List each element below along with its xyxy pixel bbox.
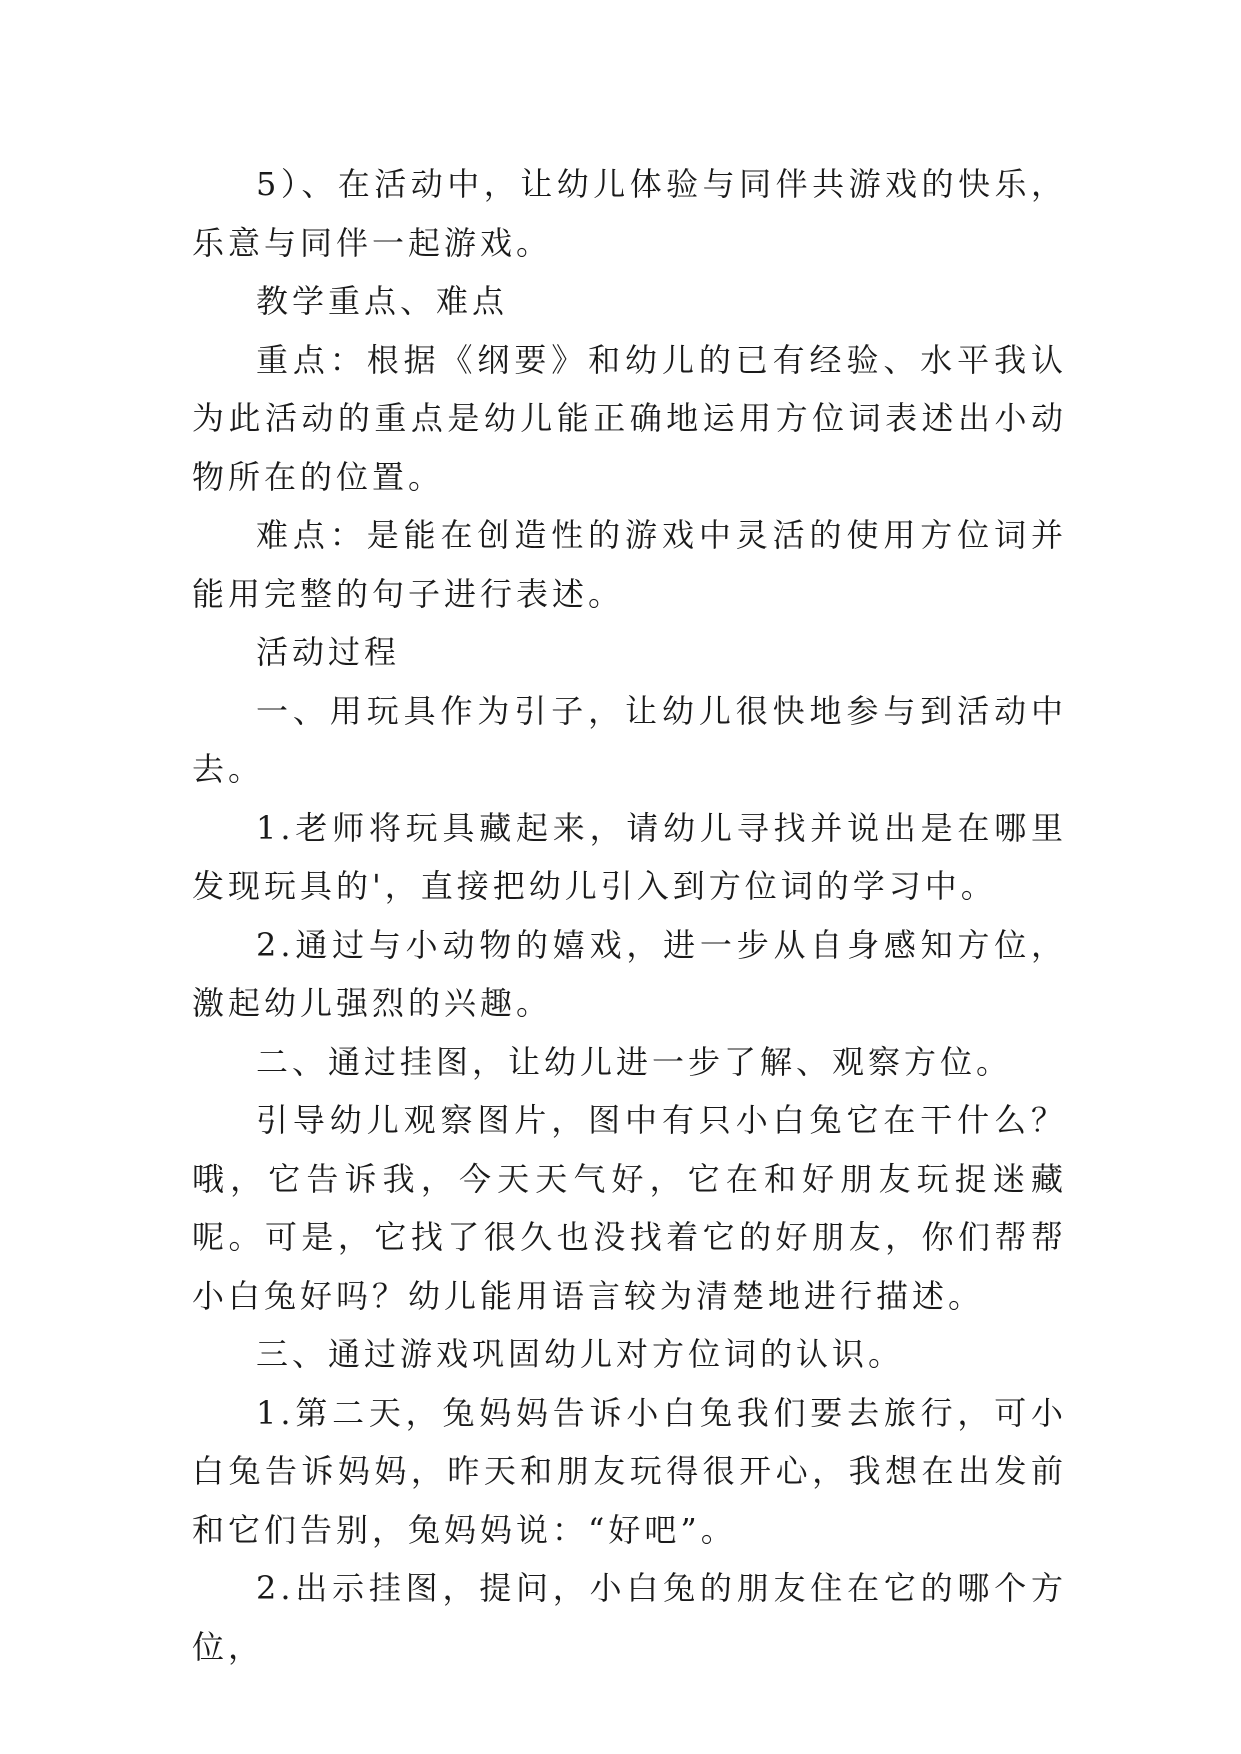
paragraph-step-one-item-1: 1.老师将玩具藏起来，请幼儿寻找并说出是在哪里发现玩具的'，直接把幼儿引入到方位词的学习中。 bbox=[192, 808, 1067, 905]
paragraph-step-three-item-1: 1.第二天，兔妈妈告诉小白兔我们要去旅行，可小白兔告诉妈妈，昨天和朋友玩得很开心，我想在出发前和它们告别，兔妈妈说：“好吧”。 bbox=[192, 1393, 1067, 1549]
paragraph-difficulty: 难点：是能在创造性的游戏中灵活的使用方位词并能用完整的句子进行表述。 bbox=[192, 516, 1067, 613]
paragraph-step-three-item-2: 2.出示挂图，提问，小白兔的朋友住在它的哪个方位， bbox=[192, 1569, 1067, 1666]
paragraph-step-three: 三、通过游戏巩固幼儿对方位词的认识。 bbox=[256, 1335, 905, 1373]
document-body bbox=[192, 155, 1067, 1676]
paragraph-step-one-item-2: 2.通过与小动物的嬉戏，进一步从自身感知方位，激起幼儿强烈的兴趣。 bbox=[192, 925, 1067, 1022]
paragraph-step-one: 一、用玩具作为引子，让幼儿很快地参与到活动中去。 bbox=[192, 691, 1067, 788]
heading-teaching-focus: 教学重点、难点 bbox=[256, 282, 509, 320]
paragraph-activity-goal-5: 5）、在活动中，让幼儿体验与同伴共游戏的快乐，乐意与同伴一起游戏。 bbox=[192, 165, 1067, 262]
paragraph-step-two: 二、通过挂图，让幼儿进一步了解、观察方位。 bbox=[256, 1042, 1013, 1081]
paragraph-step-two-detail: 引导幼儿观察图片，图中有只小白兔它在干什么？哦，它告诉我，今天天气好，它在和好朋友玩捉迷藏呢。可是，它找了很久也没找着它的好朋友，你们帮帮小白兔好吗？幼儿能用语言较为清楚地进行描述。 bbox=[192, 1101, 1067, 1315]
heading-activity-process: 活动过程 bbox=[256, 633, 401, 671]
paragraph-focus: 重点：根据《纲要》和幼儿的已有经验、水平我认为此活动的重点是幼儿能正确地运用方位词表述出小动物所在的位置。 bbox=[192, 340, 1067, 496]
